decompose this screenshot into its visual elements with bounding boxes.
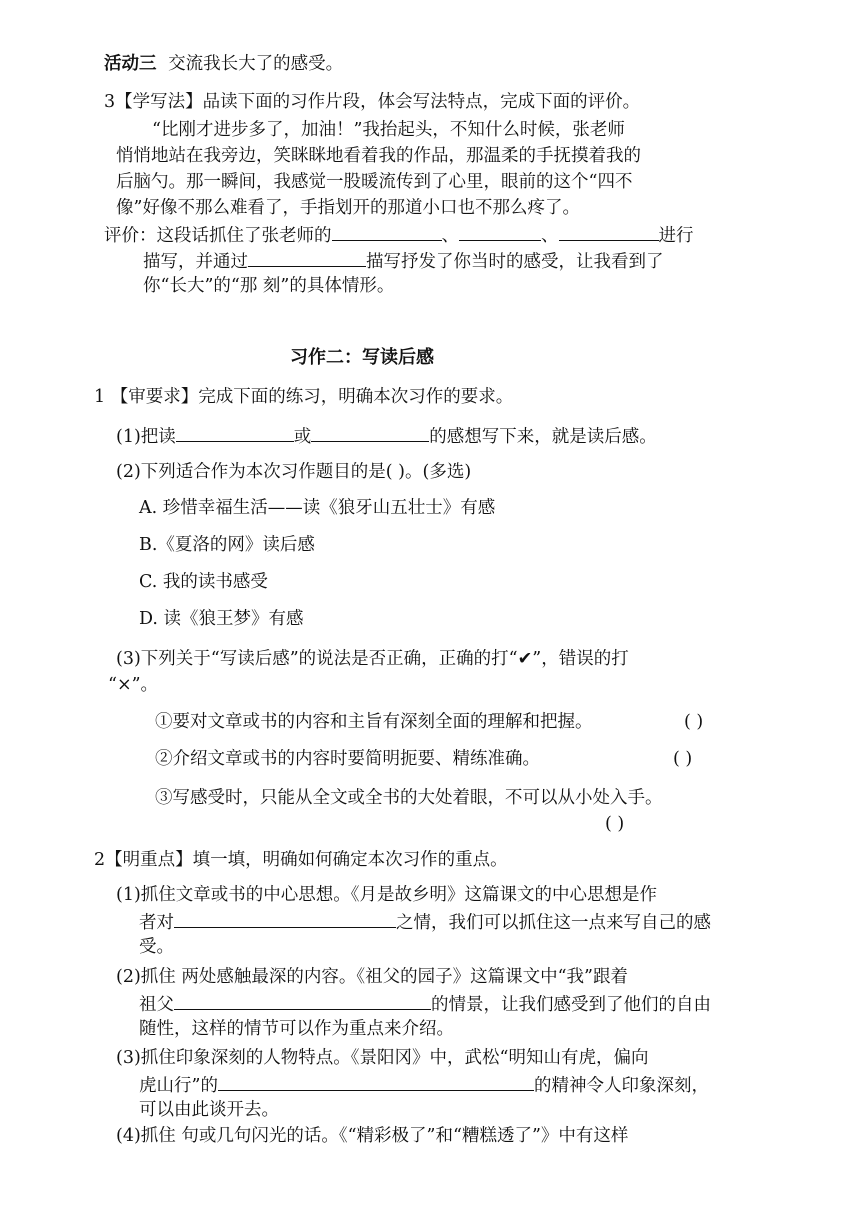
activity-text: 交流我长大了的感受。 — [168, 54, 344, 74]
judge-2-paren[interactable]: ( ) — [673, 749, 693, 769]
option-d: D. 读《狼王梦》有感 — [139, 609, 304, 629]
eval-sep-2: 、 — [541, 226, 559, 246]
s2-item-1-line-3: 受。 — [139, 937, 174, 957]
judge-3: ③写感受时，只能从全文或全书的大处着眼，不可以从小处入手。 — [155, 788, 663, 808]
s2-item-1-line-1: (1)抓住文章或书的中心思想。《月是故乡明》这篇课文的中心思想是作 — [116, 885, 658, 905]
q3-eval-line-2 — [143, 248, 664, 274]
activity-label: 活动三 — [104, 54, 157, 74]
q3-passage-line-4: 像”好像不那么难看了，手指划开的那道小口也不那么疼了。 — [116, 198, 580, 218]
q3-passage-line-3: 后脑勺。那一瞬间，我感觉一股暖流传到了心里，眼前的这个“四不 — [116, 172, 633, 192]
s1-item-3-line-2: “×”。 — [108, 675, 159, 695]
s2-item-2-line-3: 随性，这样的情节可以作为重点来介绍。 — [139, 1019, 454, 1039]
blank-homesick[interactable] — [174, 909, 396, 928]
activity-heading — [104, 52, 343, 76]
s2-i3-a: 虎山行”的 — [139, 1076, 218, 1096]
judge-1: ①要对文章或书的内容和主旨有深刻全面的理解和把握。 — [155, 712, 593, 732]
q3-eval-line-1 — [104, 222, 694, 248]
option-c: C. 我的读书感受 — [139, 572, 268, 592]
blank-spirit[interactable] — [218, 1072, 534, 1091]
s2-i1-a: 者对 — [139, 913, 174, 933]
blank-read-1[interactable] — [176, 423, 294, 442]
eval-text-c2: 描写抒发了你当时的感受，让我看到了 — [366, 252, 664, 272]
s2-i2-b: 的情景，让我们感受到了他们的自由 — [431, 995, 711, 1015]
blank-read-2[interactable] — [311, 423, 429, 442]
option-a: A. 珍惜幸福生活——读《狼牙山五壮士》有感 — [139, 498, 496, 518]
section-title: 习作二：写读后感 — [290, 347, 434, 368]
blank-feature-3[interactable] — [559, 222, 659, 241]
judge-3-paren[interactable]: ( ) — [605, 814, 625, 834]
blank-grandpa[interactable] — [174, 991, 431, 1010]
eval-sep-1: 、 — [441, 226, 459, 246]
s2-i3-b: 的精神令人印象深刻， — [533, 1076, 709, 1096]
s1-p1-c: 的感想写下来，就是读后感。 — [429, 427, 657, 447]
s2-i2-a: 祖父 — [139, 995, 174, 1015]
s2-item-1-line-2 — [139, 909, 711, 935]
s1-item-1 — [116, 423, 657, 449]
judge-2: ②介绍文章或书的内容时要简明扼要、精练准确。 — [155, 749, 540, 769]
s1-item-3-line-1: (3)下列关于“写读后感”的说法是否正确，正确的打“✔”，错误的打 — [116, 649, 629, 669]
judge-1-paren[interactable]: ( ) — [684, 712, 704, 732]
q3-eval-line-3: 你“长大”的“那 刻”的具体情形。 — [143, 276, 395, 296]
s2-i1-b: 之情，我们可以抓住这一点来写自己的感 — [396, 913, 711, 933]
blank-feature-2[interactable] — [459, 222, 541, 241]
s2-item-3-line-2 — [139, 1072, 709, 1098]
s2-item-3-line-1: (3)抓住印象深刻的人物特点。《景阳冈》中，武松“明知山有虎，偏向 — [116, 1048, 649, 1068]
s2-item-2-line-2 — [139, 991, 711, 1017]
eval-text-c1: 描写，并通过 — [143, 252, 248, 272]
blank-feature-1[interactable] — [332, 222, 442, 241]
s1-stem: 1 【审要求】完成下面的练习，明确本次习作的要求。 — [94, 387, 514, 407]
s1-p1-b: 或 — [293, 427, 312, 447]
q3-stem: 3【学写法】品读下面的习作片段，体会写法特点，完成下面的评价。 — [104, 92, 641, 112]
q3-passage-line-1: “比刚才进步多了，加油！”我抬起头，不知什么时候，张老师 — [152, 120, 625, 140]
s2-item-3-line-3: 可以由此谈开去。 — [139, 1100, 279, 1120]
option-b: B.《夏洛的网》读后感 — [139, 535, 315, 555]
s2-stem: 2【明重点】填一填，明确如何确定本次习作的重点。 — [94, 850, 508, 870]
eval-text-a: 评价：这段话抓住了张老师的 — [104, 226, 332, 246]
blank-description[interactable] — [248, 248, 366, 267]
q3-passage-line-2: 悄悄地站在我旁边，笑眯眯地看着我的作品，那温柔的手抚摸着我的 — [116, 146, 641, 166]
eval-text-b: 进行 — [658, 226, 694, 246]
s1-item-2: (2)下列适合作为本次习作题目的是( )。(多选) — [116, 462, 472, 482]
s2-item-4-line-1: (4)抓住 句或几句闪光的话。《“精彩极了”和“糟糕透了”》中有这样 — [116, 1126, 629, 1146]
s2-item-2-line-1: (2)抓住 两处感触最深的内容。《祖父的园子》这篇课文中“我”跟着 — [116, 967, 628, 987]
s1-p1-a: (1)把读 — [116, 427, 176, 447]
